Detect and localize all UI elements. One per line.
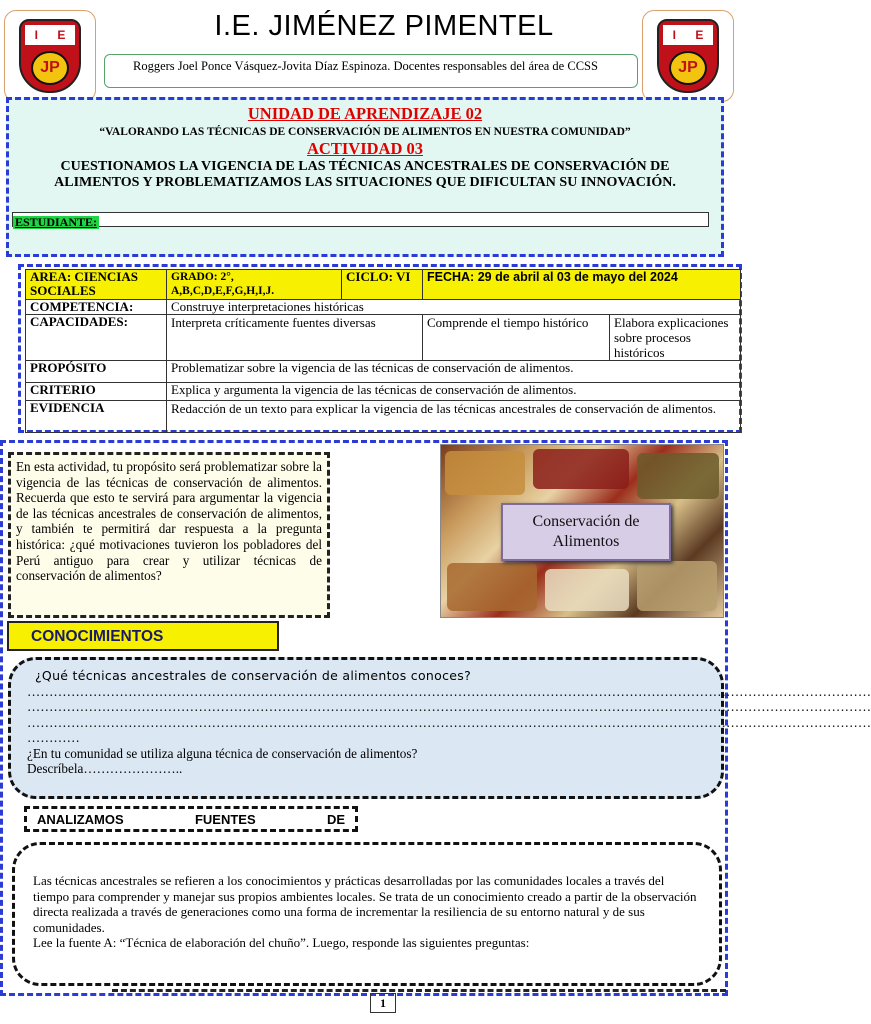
competencia-label: COMPETENCIA: (26, 300, 167, 315)
evidencia-label: EVIDENCIA (26, 401, 167, 433)
info-table-frame (18, 264, 742, 433)
school-name: I.E. JIMÉNEZ PIMENTEL (214, 10, 554, 42)
logo-initials: JP (31, 51, 69, 85)
area-cell: AREA: CIENCIAS SOCIALES (26, 270, 167, 300)
logo-letter: E (695, 28, 704, 42)
image-banner: Conservación de Alimentos (501, 503, 671, 561)
fuentes-word: FUENTES (194, 812, 256, 827)
logo-initials: JP (669, 51, 707, 85)
shield-icon (19, 19, 81, 93)
info-table (25, 269, 741, 433)
competencia-value: Construye interpretaciones históricas (167, 300, 741, 315)
activity-number: ACTIVIDAD 03 (307, 139, 423, 158)
answer-line[interactable]: ………… (27, 730, 80, 745)
student-label: ESTUDIANTE: (15, 215, 98, 229)
capacidades-label: CAPACIDADES: (26, 315, 167, 361)
food-conservation-image (440, 444, 724, 618)
questions-box (8, 657, 871, 799)
page-number: 1 (370, 993, 396, 1013)
fecha-cell: FECHA: 29 de abril al 03 de mayo del 2024 (423, 270, 741, 300)
capacidad-2: Comprende el tiempo histórico (423, 315, 610, 361)
criterio-label: CRITERIO (26, 383, 167, 401)
logo-letter: E (57, 28, 66, 42)
answer-line[interactable]: ………………………………………………………………………………………………………………………………………………………………………… (27, 714, 871, 730)
fuentes-word: DE (326, 812, 345, 827)
proposito-label: PROPÓSITO (26, 361, 167, 383)
question-2-describe[interactable]: Descríbela………………….. (27, 761, 183, 776)
evidencia-value: Redacción de un texto para explicar la vigencia de las técnicas ancestrales de conservación de alimentos. (167, 401, 741, 433)
sources-instruction: Lee la fuente A: “Técnica de elaboración del chuño”. Luego, responde las siguientes preguntas: (33, 935, 530, 951)
proposito-value: Problematizar sobre la vigencia de las técnicas de conservación de alimentos. (167, 361, 741, 383)
activity-title: CUESTIONAMOS LA VIGENCIA DE LAS TÉCNICAS ANCESTRALES DE CONSERVACIÓN DE ALIMENTOS Y PROBLEMATIZAMOS LAS SITUACIONES QUE DIFICULTAN SU INNOVACIÓN. (54, 159, 676, 190)
purpose-text-box: En esta actividad, tu propósito será problematizar sobre la vigencia de las técnicas de conservación de alimentos. Recuerda que esto te servirá para argumentar la vigencia de las técnicas ancestrales de conservación de alimentos, y también te permitirá dar respuesta a la pregunta histórica: ¿qué motivaciones tuvieron los pobladores del Perú antiguo para crear y utilizar técnicas de conservación de alimentos? (8, 452, 330, 618)
school-logo-left (4, 10, 96, 102)
question-2: ¿En tu comunidad se utiliza alguna técnica de conservación de alimentos? (27, 745, 418, 761)
logo-letter: I (34, 28, 38, 42)
unit-header-box (6, 97, 724, 257)
capacidad-1: Interpreta críticamente fuentes diversas (167, 315, 423, 361)
answer-line[interactable]: ………………………………………………………………………………………………………………………………………………………………………… (27, 683, 871, 699)
sources-text-box (12, 842, 722, 986)
conocimientos-heading: CONOCIMIENTOS (7, 621, 279, 651)
fuentes-word: ANALIZAMOS (37, 812, 124, 827)
grado-cell: GRADO: 2°, A,B,C,D,E,F,G,H,I,J. (167, 270, 342, 300)
ciclo-cell: CICLO: VI (342, 270, 423, 300)
teachers-line: Roggers Joel Ponce Vásquez-Jovita Díaz Espinoza. Docentes responsables del área de CCSS (104, 54, 638, 88)
logo-letter: I (672, 28, 676, 42)
unit-subtitle: “VALORANDO LAS TÉCNICAS DE CONSERVACIÓN DE ALIMENTOS EN NUESTRA COMUNIDAD” (99, 126, 631, 138)
question-1: ¿Qué técnicas ancestrales de conservación de alimentos conoces? (35, 668, 472, 683)
unit-title: UNIDAD DE APRENDIZAJE 02 (247, 104, 483, 123)
criterio-value: Explica y argumenta la vigencia de las técnicas de conservación de alimentos. (167, 383, 741, 401)
bottom-divider (112, 989, 726, 992)
sources-paragraph: Las técnicas ancestrales se refieren a los conocimientos y prácticas desarrolladas por las comunidades locales a través del tiempo para comprender y manejar sus propios ambientes locales. Se trata de un conocimiento creado a partir de la observación directa realizada a través de generaciones como una forma de incrementar la resiliencia de su entorno natural y de sus comunidades. (33, 873, 697, 935)
answer-line[interactable]: ………………………………………………………………………………………………………………………………………………………………………… (27, 699, 871, 714)
analizamos-fuentes-heading (24, 806, 358, 832)
capacidad-3: Elabora explicaciones sobre procesos históricos (610, 315, 741, 361)
student-field[interactable] (12, 212, 709, 227)
